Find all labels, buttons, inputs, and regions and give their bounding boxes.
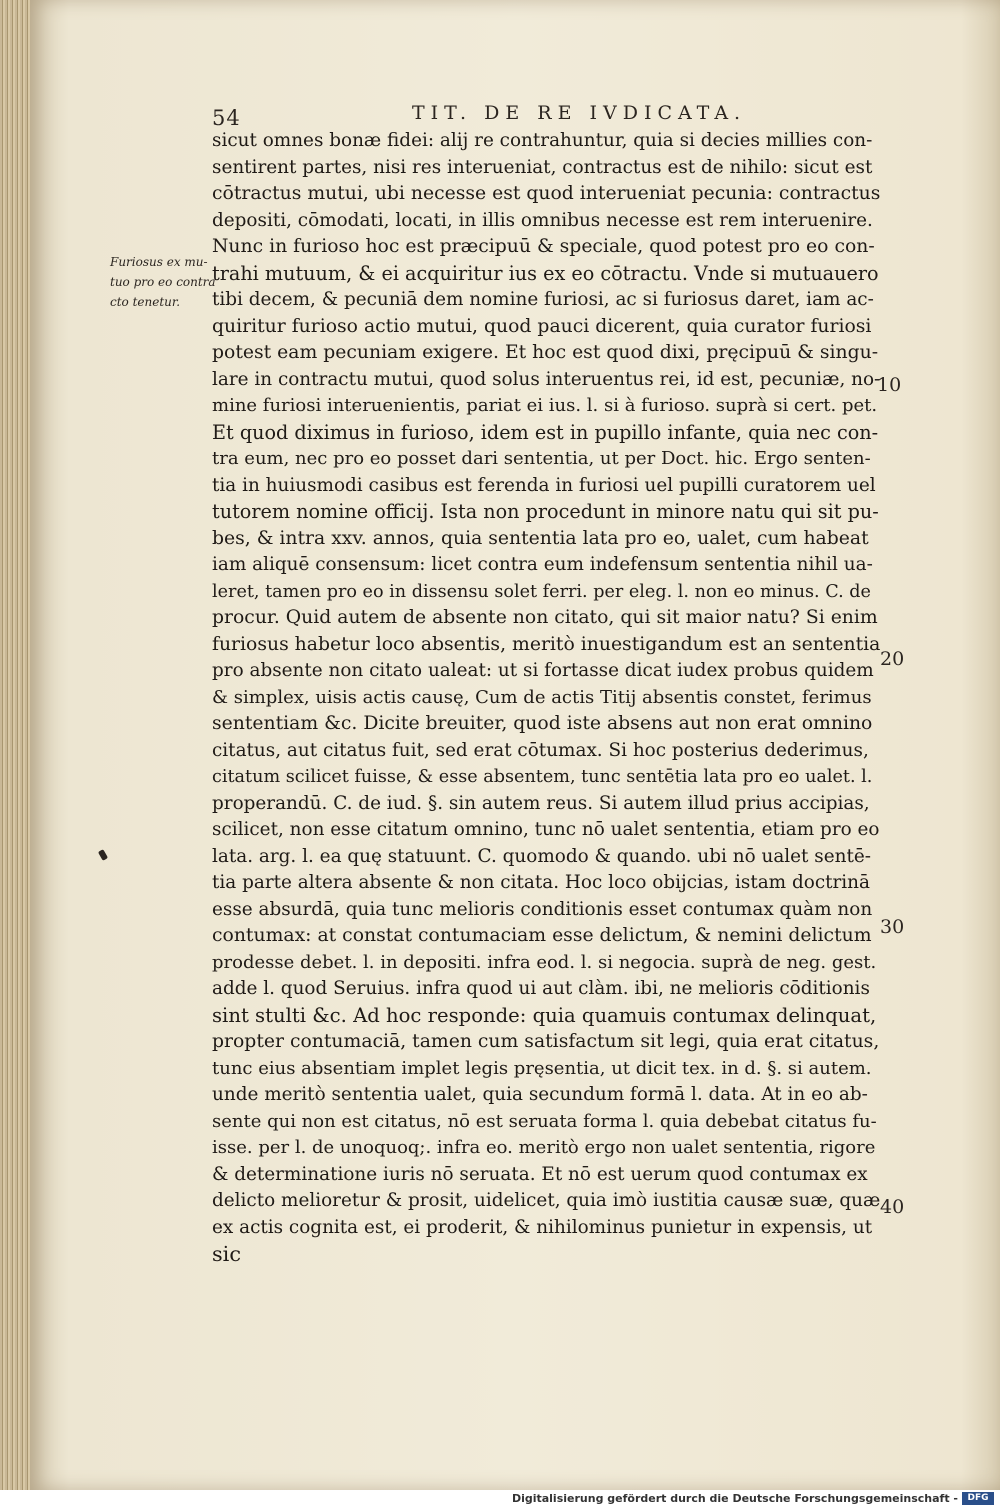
text-line: delicto melioretur & prosit, uidelicet, quia imò iustitia causæ suæ, quæ [212,1190,880,1211]
text-line: sentirent partes, nisi res interueniat, contractus est de nihilo: sicut est [212,156,873,178]
line-number: 30 [880,916,905,938]
text-line: sente qui non est citatus, nō est seruata forma l. quia debebat citatus fu- [212,1110,877,1132]
text-line: sententiam &c. Dicite breuiter, quod iste absens aut non erat omnino [212,713,873,734]
footer-bar [0,1490,1000,1508]
marginal-note-line: Furiosus ex mu- [110,255,208,269]
text-line: tia in huiusmodi casibus est ferenda in furiosi uel pupilli curatorem uel [212,474,876,496]
text-line: prodesse debet. l. in depositi. infra eod. l. si negocia. suprà de neg. gest. [212,951,877,973]
text-line: citatus, aut citatus fuit, sed erat cōtumax. Si hoc posterius dederimus, [212,739,869,761]
text-line: pro absente non citato ualeat: ut si fortasse dicat iudex probus quidem [212,660,874,681]
text-line: sint stulti &c. Ad hoc responde: quia quamuis contumax delinquat, [212,1003,877,1027]
text-line: tibi decem, & pecuniā dem nomine furiosi, ac si furiosus daret, iam ac- [212,289,874,310]
text-line: potest eam pecuniam exigere. Et hoc est quod dixi, pręcipuū & singu- [212,342,879,363]
text-line: lare in contractu mutui, quod solus interuentus rei, id est, pecuniæ, no- [212,368,880,390]
text-line: tunc eius absentiam implet legis pręsentia, ut dicit tex. in d. §. si autem. [212,1057,872,1079]
marginal-note-line: cto tenetur. [110,295,181,309]
text-line: tutorem nomine officij. Ista non procedunt in minore natu qui sit pu- [212,500,879,523]
ink-mark [98,849,108,861]
text-line: properandū. C. de iud. §. sin autem reus. Si autem illud prius accipias, [212,792,870,814]
text-line: adde l. quod Seruius. infra quod ui aut clàm. ibi, ne melioris cōditionis [212,978,870,999]
text-line: bes, & intra xxv. annos, quia sententia lata pro eo, ualet, cum habeat [212,527,869,549]
text-line: procur. Quid autem de absente non citato, qui sit maior natu? Si enim [212,607,878,628]
text-line: quiritur furioso actio mutui, quod pauci dicerent, quia curator furiosi [212,315,872,337]
text-line: leret, tamen pro eo in dissensu solet ferri. per eleg. l. non eo minus. C. de [212,581,871,602]
text-line: furiosus habetur loco absentis, meritò inuestigandum est an sententia [212,633,880,655]
text-line: Nunc in furioso hoc est præcipuū & speciale, quod potest pro eo con- [212,236,875,257]
footer-credit: Digitalisierung gefördert durch die Deutsche Forschungsgemeinschaft - [511,1492,958,1505]
line-number: 10 [877,374,902,396]
marginal-note [110,252,216,312]
text-line: Et quod diximus in furioso, idem est in pupillo infante, quia nec con- [212,420,879,444]
text-line: cōtractus mutui, ubi necesse est quod interueniat pecunia: contractus [212,183,880,204]
page-number: 54 [212,106,241,130]
text-line: trahi mutuum, & ei acquiritur ius ex eo cōtractu. Vnde si mutuauero [212,261,879,285]
line-number: 40 [880,1196,905,1218]
text-line: & simplex, uisis actis causę, Cum de actis Titij absentis constet, ferimus [212,686,872,708]
main-text-block [212,128,880,1268]
text-line: tia parte altera absente & non citata. Hoc loco obijcias, istam doctrinā [212,872,870,893]
text-line: depositi, cōmodati, locati, in illis omnibus necesse est rem interuenire. [212,209,873,231]
text-line: sicut omnes bonæ fidei: alij re contrahuntur, quia si decies millies con- [212,130,873,151]
marginal-note-line: tuo pro eo contra [110,275,216,289]
text-line: lata. arg. l. ea quę statuunt. C. quomodo & quando. ubi nō ualet sentē- [212,845,871,867]
text-line: citatum scilicet fuisse, & esse absentem, tunc sentētia lata pro eo ualet. l. [212,767,873,787]
text-line: esse absurdā, quia tunc melioris conditionis esset contumax quàm non [212,898,873,920]
text-line: contumax: at constat contumaciam esse delictum, & nemini delictum [212,925,872,946]
text-line: scilicet, non esse citatum omnino, tunc nō ualet sententia, etiam pro eo [212,819,880,840]
text-line: iam aliquē consensum: licet contra eum indefensum sententia nihil ua- [212,554,873,575]
dfg-logo: DFG [962,1492,994,1505]
text-line: mine furiosi interuenientis, pariat ei ius. l. si à furioso. suprà si cert. pet. [212,395,878,416]
text-line: propter contumaciā, tamen cum satisfactum sit legi, quia erat citatus, [212,1031,880,1052]
text-line: tra eum, nec pro eo posset dari sententia, ut per Doct. hic. Ergo senten- [212,448,871,469]
text-line: ex actis cognita est, ei proderit, & nihilominus punietur in expensis, ut [212,1216,873,1238]
running-title: TIT. DE RE IVDICATA. [412,102,747,124]
text-line: unde meritò sententia ualet, quia secundum formā l. data. At in eo ab- [212,1084,868,1105]
text-line: isse. per l. de unoquoq;. infra eo. meritò ergo non ualet sententia, rigore [212,1137,876,1158]
text-line: sic [212,1242,241,1266]
text-line: & determinatione iuris nō seruata. Et nō est uerum quod contumax ex [212,1163,868,1185]
line-number: 20 [880,648,905,670]
